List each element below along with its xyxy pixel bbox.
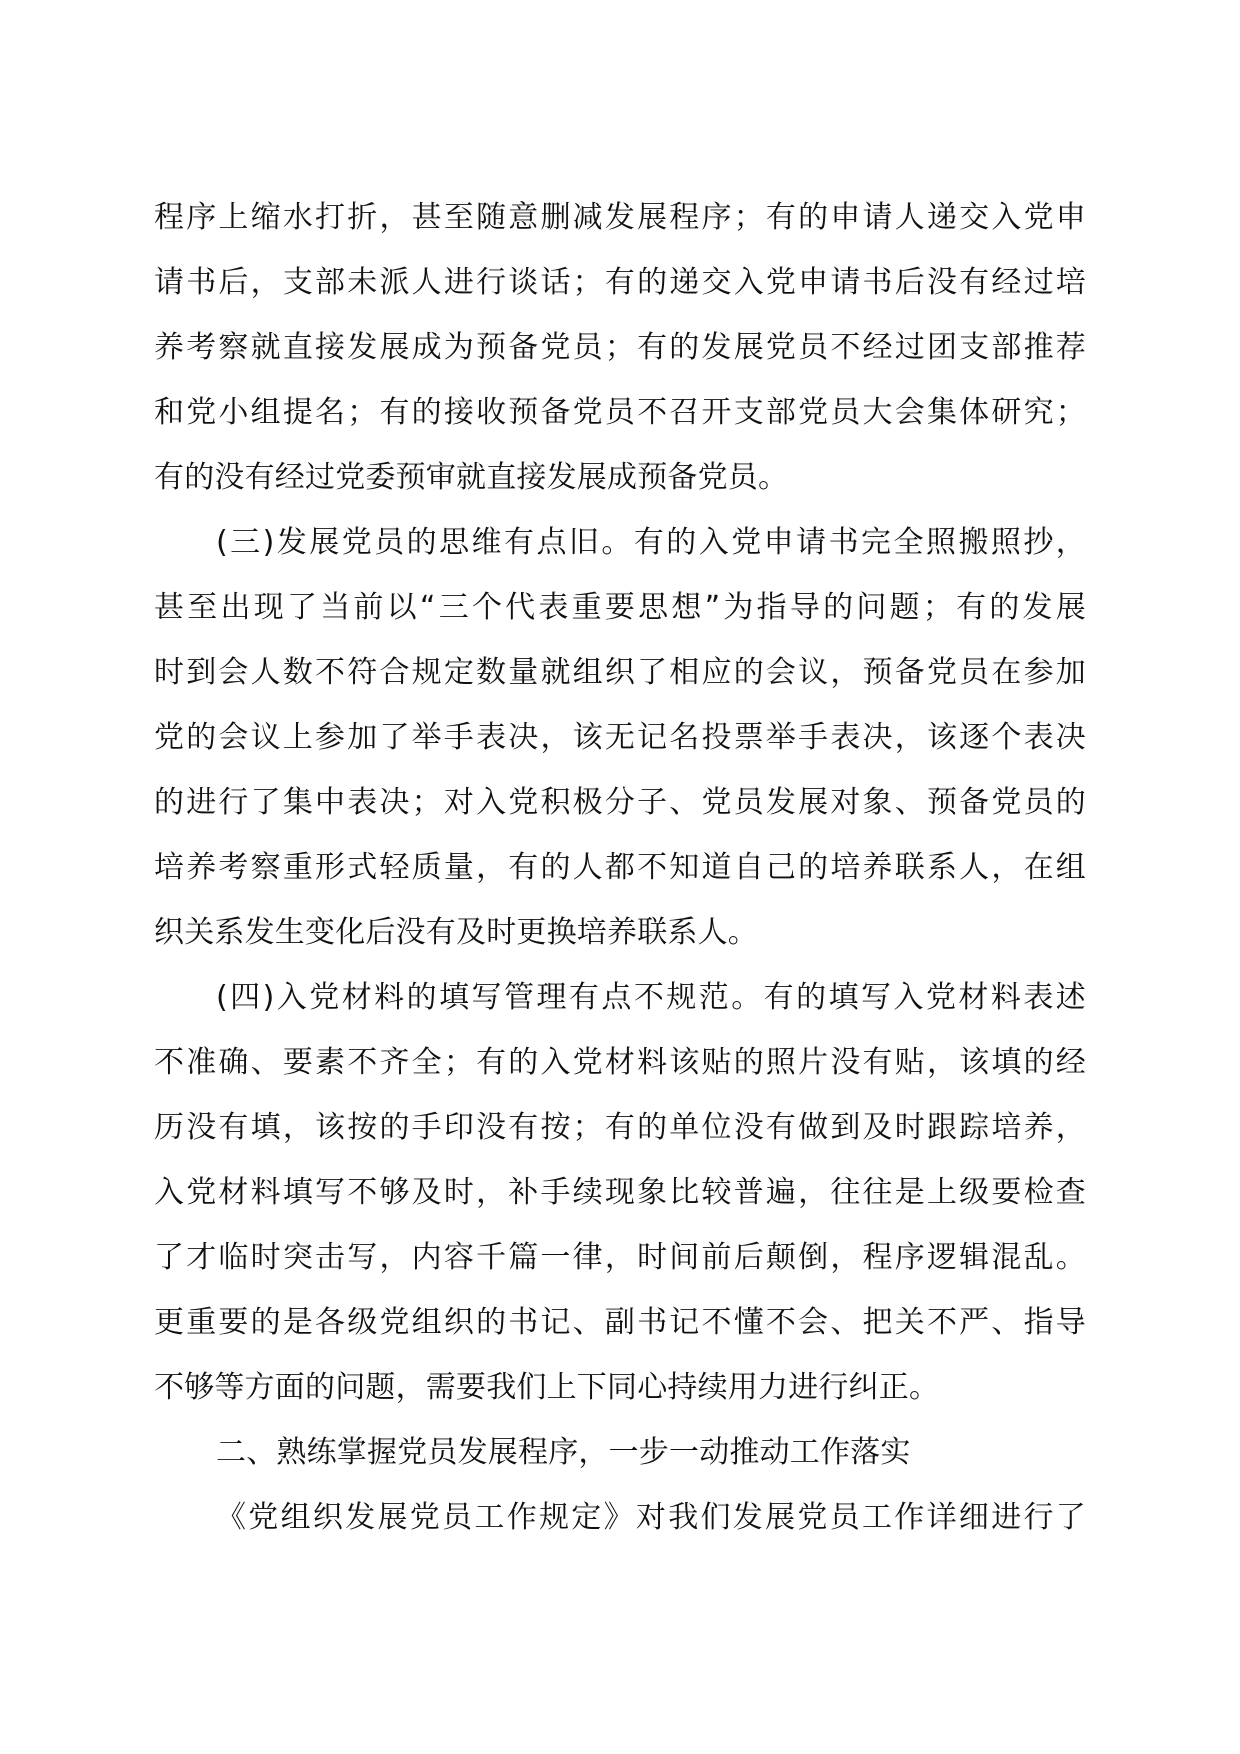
text-line: 培养考察重形式轻质量，有的人都不知道自己的培养联系人，在组 bbox=[154, 850, 1086, 885]
paragraph-section-3 bbox=[154, 510, 1086, 965]
text-line: (三)发展党员的思维有点旧。有的入党申请书完全照搬照抄， bbox=[216, 525, 1086, 560]
paragraph-continuation bbox=[154, 185, 1086, 510]
text-line: 甚至出现了当前以“三个代表重要思想”为指导的问题；有的发展 bbox=[154, 590, 1086, 625]
text-line: 程序上缩水打折，甚至随意删减发展程序；有的申请人递交入党申 bbox=[154, 200, 1086, 235]
text-line: 历没有填，该按的手印没有按；有的单位没有做到及时跟踪培养， bbox=[154, 1110, 1086, 1145]
text-line: 不准确、要素不齐全；有的入党材料该贴的照片没有贴，该填的经 bbox=[154, 1045, 1086, 1080]
text-line: 不够等方面的问题，需要我们上下同心持续用力进行纠正。 bbox=[154, 1370, 940, 1405]
text-line: 《党组织发展党员工作规定》对我们发展党员工作详细进行了 bbox=[216, 1500, 1086, 1535]
heading-text: 二、熟练掌握党员发展程序，一步一动推动工作落实 bbox=[216, 1435, 911, 1470]
text-line: 了才临时突击写，内容千篇一律，时间前后颠倒，程序逻辑混乱。 bbox=[154, 1240, 1086, 1275]
text-line: 养考察就直接发展成为预备党员；有的发展党员不经过团支部推荐 bbox=[154, 330, 1086, 365]
text-line: 请书后，支部未派人进行谈话；有的递交入党申请书后没有经过培 bbox=[154, 265, 1086, 300]
text-line: 党的会议上参加了举手表决，该无记名投票举手表决，该逐个表决 bbox=[154, 720, 1086, 755]
text-line: 入党材料填写不够及时，补手续现象比较普遍，往往是上级要检查 bbox=[154, 1175, 1086, 1210]
text-line: 有的没有经过党委预审就直接发展成预备党员。 bbox=[154, 460, 789, 495]
text-line: 时到会人数不符合规定数量就组织了相应的会议，预备党员在参加 bbox=[154, 655, 1086, 690]
text-line: 的进行了集中表决；对入党积极分子、党员发展对象、预备党员的 bbox=[154, 785, 1086, 820]
paragraph-regulation bbox=[154, 1485, 1086, 1550]
paragraph-section-4 bbox=[154, 965, 1086, 1420]
document-body bbox=[154, 185, 1086, 1550]
text-line: 和党小组提名；有的接收预备党员不召开支部党员大会集体研究； bbox=[154, 395, 1086, 430]
text-line: (四)入党材料的填写管理有点不规范。有的填写入党材料表述 bbox=[216, 980, 1086, 1015]
text-line: 更重要的是各级党组织的书记、副书记不懂不会、把关不严、指导 bbox=[154, 1305, 1086, 1340]
section-heading-2 bbox=[154, 1420, 1086, 1485]
text-line: 织关系发生变化后没有及时更换培养联系人。 bbox=[154, 915, 758, 950]
